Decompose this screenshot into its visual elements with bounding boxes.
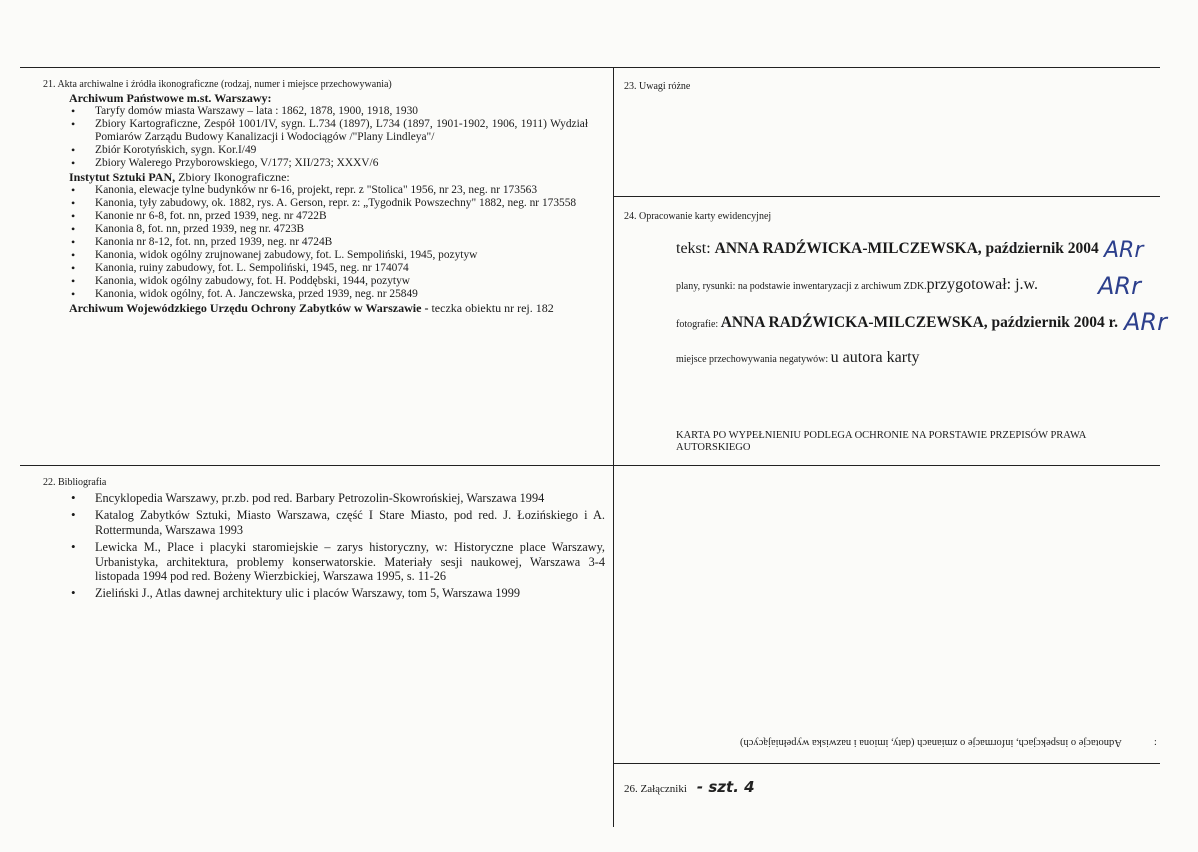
archive-state-warsaw-title: Archiwum Państwowe m.st. Warszawy:	[69, 91, 272, 105]
list-item: • Zbiór Korotyńskich, sygn. Kor.I/49	[95, 144, 588, 157]
author-text-line	[676, 240, 1099, 258]
middle-rule	[20, 465, 1160, 466]
archive-voivodeship-name: Archiwum Wojewódzkiego Urzędu Ochrony Zabytków w Warszawie -	[69, 301, 429, 315]
archive-state-warsaw-list	[43, 105, 588, 170]
author-text-value: ANNA RADŹWICKA-MILCZEWSKA, październik 2004	[714, 240, 1099, 257]
list-item: • Katalog Zabytków Sztuki, Miasto Warszawa, część I Stare Miasto, pod red. J. Łozińskiego i A. Rottermunda, Warszawa 1993	[95, 508, 605, 537]
list-item: • Zbiory Kartograficzne, Zespół 1001/IV, sygn. L.734 (1897), L734 (1897, 1901-1902, 1906, 1911) Wydział Pomiarów Zarządu Budowy Kanalizacji i Wodociągów /"Plany Lindleya"/	[95, 118, 588, 144]
list-item: • Kanonia, tyły zabudowy, ok. 1882, rys. A. Gerson, repr. z: „Tygodnik Powszechny" 1882, neg. nr 173558	[95, 197, 588, 210]
plans-line	[676, 276, 1038, 294]
institute-art-pan-title	[43, 170, 588, 184]
list-item: • Kanonia, widok ogólny zabudowy, fot. H. Poddębski, 1944, pozytyw	[95, 275, 588, 288]
list-item: • Zieliński J., Atlas dawnej architektury ulic i placów Warszawy, tom 5, Warszawa 1999	[95, 586, 605, 600]
archive-voivodeship-file: teczka obiektu nr rej. 182	[428, 301, 554, 315]
photo-value: ANNA RADŹWICKA-MILCZEWSKA, październik 2004 r.	[720, 314, 1118, 331]
list-item: • Kanonie nr 6-8, fot. nn, przed 1939, neg. nr 4722B	[95, 210, 588, 223]
section-22-bibliography	[43, 476, 603, 604]
copyright-notice: KARTA PO WYPEŁNIENIU PODLEGA OCHRONIE NA PORSTAWIE PRZEPISÓW PRAWA AUTORSKIEGO	[676, 430, 1086, 453]
section-21-heading: 21. Akta archiwalne i źródła ikonograficzne (rodzaj, numer i miejsce przechowywania)	[43, 79, 392, 90]
negatives-label: miejsce przechowywania negatywów:	[676, 354, 831, 365]
bibliography-list	[43, 491, 605, 601]
plans-label: plany, rysunki: na podstawie inwentaryzacji z archiwum ZDK.	[676, 281, 927, 292]
list-item: • Lewicka M., Place i placyki staromiejskie – zarys historyczny, w: Historyczne place Warszawy, Urbanistyka, architektura, problemy konserwatorskie. Materiały sesji naukowej, Warszawa 3-4 listopada 1994 pod red. Bożeny Wierzbickiej, Warszawa 1995, s. 11-26	[95, 540, 605, 583]
list-item: • Taryfy domów miasta Warszawy – lata : 1862, 1878, 1900, 1918, 1930	[95, 105, 588, 118]
section-25-heading-upside-down: Adnotacje o inspekcjach, informacje o zmianach (daty, imiona i nazwiska wypełniających)	[740, 737, 1122, 748]
column-divider	[613, 67, 614, 827]
signature-3: ARr	[1124, 308, 1167, 336]
section-22-heading: 22. Bibliografia	[43, 477, 107, 488]
photo-line	[676, 314, 1118, 332]
institute-art-pan-list	[43, 184, 588, 301]
signature-1: ARr	[1104, 238, 1144, 263]
negatives-value: u autora karty	[830, 349, 920, 366]
institute-art-pan-collection: Zbiory Ikonograficzne:	[175, 170, 290, 184]
attachments-count-handwritten: - szt. 4	[696, 778, 755, 796]
negatives-line	[676, 349, 920, 367]
archive-voivodeship-entry	[43, 301, 588, 315]
section-21-archival-sources	[43, 78, 588, 315]
list-item: • Kanonia, elewacje tylne budynków nr 6-16, projekt, repr. z "Stolica" 1956, nr 23, neg. nr 173563	[95, 184, 588, 197]
section-23-heading: 23. Uwagi różne	[624, 81, 691, 92]
list-item: • Kanonia, widok ogólny, fot. A. Janczewska, przed 1939, neg. nr 25849	[95, 288, 588, 301]
plans-value: przygotował: j.w.	[926, 276, 1039, 293]
list-item: • Zbiory Walerego Przyborowskiego, V/177; XII/273; XXXV/6	[95, 157, 588, 170]
section-26-heading: 26. Załączniki	[624, 783, 687, 795]
section-24-heading: 24. Opracowanie karty ewidencyjnej	[624, 211, 772, 222]
institute-art-pan-name: Instytut Sztuki PAN,	[69, 170, 176, 184]
right-column-rule-2	[613, 763, 1160, 764]
author-text-label: tekst:	[676, 240, 715, 257]
list-item: • Kanonia 8, fot. nn, przed 1939, neg nr. 4723B	[95, 223, 588, 236]
signature-2: ARr	[1098, 272, 1141, 300]
list-item: • Encyklopedia Warszawy, pr.zb. pod red. Barbary Petrozolin-Skowrońskiej, Warszawa 1994	[95, 491, 605, 505]
right-column-rule-1	[613, 196, 1160, 197]
section-26-attachments	[624, 778, 755, 797]
section-25-number-fragment: :	[1154, 737, 1157, 748]
list-item: • Kanonia, ruiny zabudowy, fot. L. Sempoliński, 1945, neg. nr 174074	[95, 262, 588, 275]
list-item: • Kanonia nr 8-12, fot. nn, przed 1939, neg. nr 4724B	[95, 236, 588, 249]
section-24-card-preparation	[624, 210, 1167, 460]
list-item: • Kanonia, widok ogólny zrujnowanej zabudowy, fot. L. Sempoliński, 1945, pozytyw	[95, 249, 588, 262]
photo-label: fotografie:	[676, 319, 721, 330]
top-rule	[20, 67, 1160, 68]
